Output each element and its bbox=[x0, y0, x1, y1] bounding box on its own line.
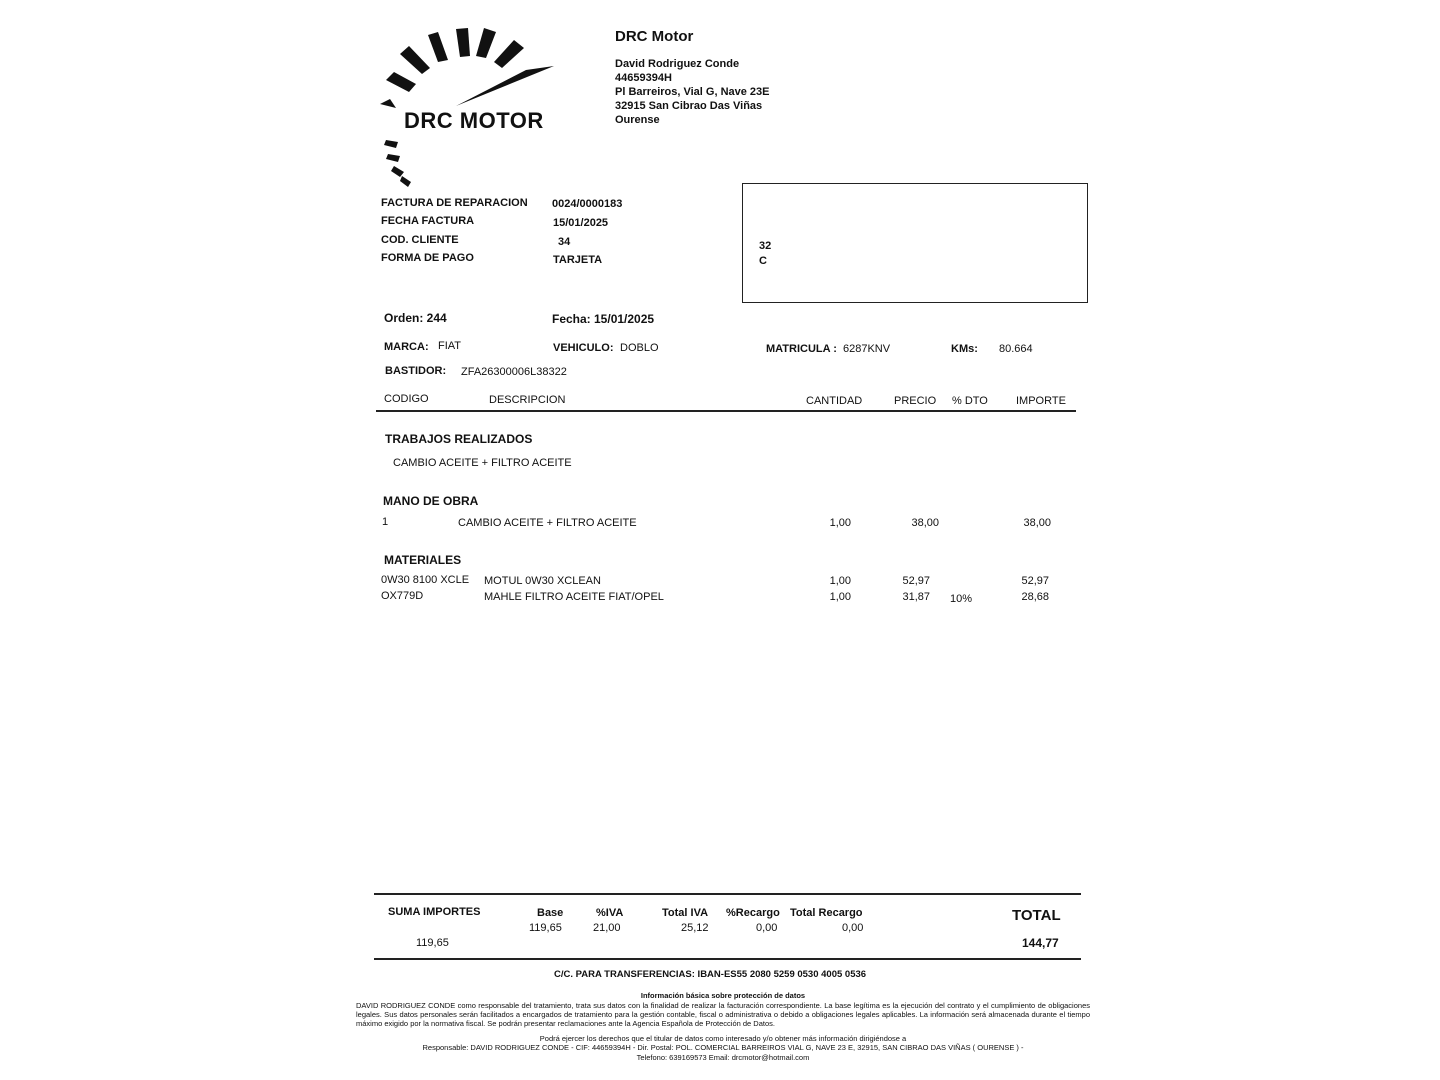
logo-text: DRC MOTOR bbox=[404, 108, 544, 133]
col-descripcion: DESCRIPCION bbox=[489, 394, 566, 406]
trabajos-title: TRABAJOS REALIZADOS bbox=[385, 432, 533, 446]
client-box-line1: 32 bbox=[759, 240, 772, 252]
order-date: Fecha: 15/01/2025 bbox=[552, 312, 655, 326]
total-iva-label: Total IVA bbox=[662, 907, 709, 919]
totals-bottom-divider bbox=[374, 958, 1081, 960]
recargo-pct-value: 0,00 bbox=[756, 922, 778, 934]
vehiculo-value: DOBLO bbox=[620, 342, 659, 354]
iva-pct-label: %IVA bbox=[596, 907, 624, 919]
col-precio: PRECIO bbox=[894, 395, 937, 407]
row-precio: 52,97 bbox=[902, 575, 930, 587]
matricula-value: 6287KNV bbox=[843, 343, 891, 355]
matricula-label: MATRICULA : bbox=[766, 343, 837, 355]
row-codigo: 0W30 8100 XCLE bbox=[381, 574, 470, 586]
legal-rights: Podrá ejercer los derechos que el titular de datos como interesado y/o obtener más información dirigiéndose a bbox=[539, 1034, 907, 1043]
client-code: 34 bbox=[558, 236, 571, 248]
col-cantidad: CANTIDAD bbox=[806, 395, 863, 407]
mano-obra-title: MANO DE OBRA bbox=[383, 494, 479, 508]
row-importe: 38,00 bbox=[1023, 517, 1051, 529]
company-name: DRC Motor bbox=[615, 28, 694, 45]
row-dto: 10% bbox=[950, 593, 973, 605]
total-iva-value: 25,12 bbox=[681, 922, 709, 934]
client-code-label: COD. CLIENTE bbox=[381, 234, 459, 246]
total-label: TOTAL bbox=[1012, 907, 1061, 924]
company-logo bbox=[376, 24, 566, 189]
legal-responsable: Responsable: DAVID RODRIGUEZ CONDE - CIF: 44659394H - Dir. Postal: POL. COMERCIAL BARREIROS VIAL G, NAVE 23 E, 32915, SAN CIBRAO DAS VIÑAS ( OURENSE ) - bbox=[422, 1043, 1024, 1052]
company-nif: 44659394H bbox=[615, 72, 672, 84]
company-city: Ourense bbox=[615, 114, 660, 126]
row-precio: 38,00 bbox=[911, 517, 939, 529]
legal-body: DAVID RODRIGUEZ CONDE como responsable del tratamiento, trata sus datos con la finalidad de realizar la facturación correspondiente. La base legítima es la ejecución del contrato y el cumplimiento de obligaciones legales. Sus datos personales serán facilitados a encargados de tratamiento para la gestión contable, fiscal o administrativa o debido a obligaciones legales aplicables. La información será almacenada durante el tiempo máximo exigido por la normativa fiscal. Se podrán presentar reclamaciones ante la Agencia Española de Protección de Datos. bbox=[356, 1001, 1090, 1028]
payment-label: FORMA DE PAGO bbox=[381, 252, 474, 264]
client-address-box bbox=[742, 183, 1088, 303]
bastidor-label: BASTIDOR: bbox=[385, 365, 447, 377]
row-descripcion: MAHLE FILTRO ACEITE FIAT/OPEL bbox=[484, 591, 664, 603]
col-importe: IMPORTE bbox=[1016, 395, 1066, 407]
row-cantidad: 1,00 bbox=[829, 517, 851, 529]
trabajos-item: CAMBIO ACEITE + FILTRO ACEITE bbox=[393, 457, 572, 469]
kms-label: KMs: bbox=[951, 343, 978, 355]
invoice-date: 15/01/2025 bbox=[553, 217, 609, 229]
totals-top-divider bbox=[374, 893, 1081, 895]
invoice-number: 0024/0000183 bbox=[552, 198, 623, 210]
company-owner: David Rodriguez Conde bbox=[615, 58, 740, 70]
marca-label: MARCA: bbox=[384, 341, 429, 353]
row-precio: 31,87 bbox=[902, 591, 930, 603]
suma-label: SUMA IMPORTES bbox=[388, 906, 481, 918]
row-importe: 52,97 bbox=[1021, 575, 1049, 587]
materiales-title: MATERIALES bbox=[384, 553, 462, 567]
col-dto: % DTO bbox=[952, 395, 988, 407]
total-recargo-label: Total Recargo bbox=[790, 907, 863, 919]
col-codigo: CODIGO bbox=[384, 393, 429, 405]
row-cantidad: 1,00 bbox=[829, 575, 851, 587]
company-address1: Pl Barreiros, Vial G, Nave 23E bbox=[615, 86, 770, 98]
payment-method: TARJETA bbox=[553, 254, 603, 266]
marca-value: FIAT bbox=[438, 340, 462, 352]
bastidor-value: ZFA26300006L38322 bbox=[461, 366, 567, 378]
recargo-pct-label: %Recargo bbox=[726, 907, 780, 919]
legal-contact: Telefono: 639169573 Email: drcmotor@hotmail.com bbox=[636, 1053, 810, 1062]
suma-value: 119,65 bbox=[416, 937, 449, 949]
total-value: 144,77 bbox=[1022, 936, 1059, 950]
invoice-date-label: FECHA FACTURA bbox=[381, 215, 475, 227]
total-recargo-value: 0,00 bbox=[842, 922, 864, 934]
order-number: Orden: 244 bbox=[384, 311, 447, 325]
kms-value: 80.664 bbox=[999, 343, 1033, 355]
row-descripcion: CAMBIO ACEITE + FILTRO ACEITE bbox=[458, 517, 637, 529]
base-label: Base bbox=[537, 907, 564, 919]
row-cantidad: 1,00 bbox=[829, 591, 851, 603]
vehiculo-label: VEHICULO: bbox=[553, 342, 614, 354]
invoice-number-label: FACTURA DE REPARACION bbox=[381, 197, 528, 209]
row-importe: 28,68 bbox=[1021, 591, 1049, 603]
iban-line: C/C. PARA TRANSFERENCIAS: IBAN-ES55 2080 5259 0530 4005 0536 bbox=[554, 969, 867, 980]
company-address2: 32915 San Cibrao Das Viñas bbox=[615, 100, 763, 112]
client-box-line2: C bbox=[759, 255, 767, 267]
row-codigo: OX779D bbox=[381, 590, 424, 602]
header-divider bbox=[376, 410, 1076, 412]
speedometer-logo-icon bbox=[376, 24, 566, 189]
base-value: 119,65 bbox=[529, 922, 562, 934]
legal-title: Información básica sobre protección de datos bbox=[640, 991, 806, 1000]
row-descripcion: MOTUL 0W30 XCLEAN bbox=[484, 575, 601, 587]
row-codigo: 1 bbox=[382, 516, 389, 528]
iva-pct-value: 21,00 bbox=[593, 922, 621, 934]
